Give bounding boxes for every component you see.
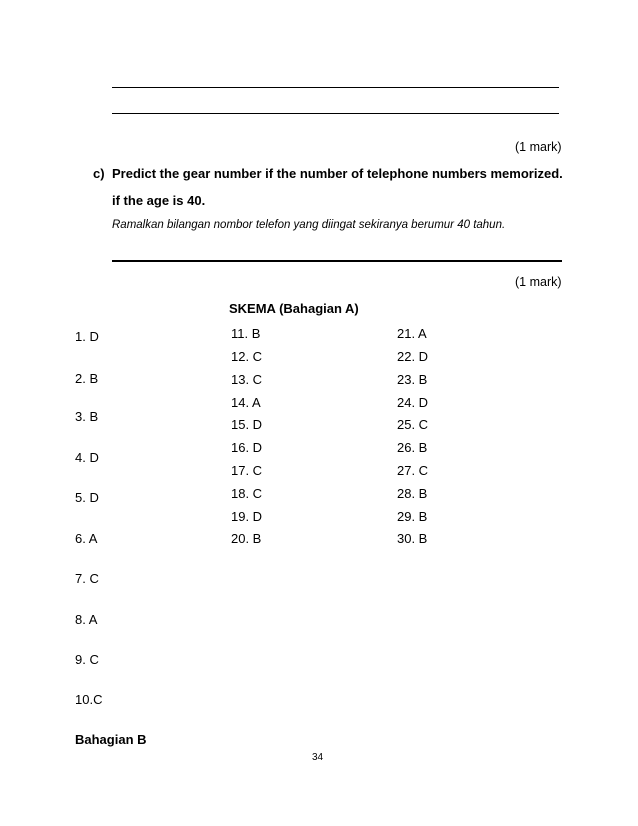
answer-13: 13. C — [231, 372, 263, 387]
answer-9: 9. C — [75, 652, 99, 667]
answer-18: 18. C — [231, 486, 263, 501]
skema-title: SKEMA (Bahagian A) — [229, 301, 359, 316]
answer-16: 16. D — [231, 440, 263, 455]
answer-28: 28. B — [397, 486, 428, 501]
answer-27: 27. C — [397, 463, 429, 478]
question-c-line2: if the age is 40. — [112, 193, 206, 208]
answer-23: 23. B — [397, 372, 428, 387]
answer-6: 6. A — [75, 531, 98, 546]
answer-5: 5. D — [75, 490, 99, 505]
section-b-heading: Bahagian B — [75, 732, 147, 747]
mark-label-1: (1 mark) — [515, 140, 562, 154]
answer-line-3 — [112, 260, 562, 262]
answer-21: 21. A — [397, 326, 427, 341]
answer-12: 12. C — [231, 349, 263, 364]
answer-14: 14. A — [231, 395, 261, 410]
answer-22: 22. D — [397, 349, 429, 364]
question-c-malay: Ramalkan bilangan nombor telefon yang diingat sekiranya berumur 40 tahun. — [112, 219, 506, 231]
answer-24: 24. D — [397, 395, 429, 410]
answer-19: 19. D — [231, 509, 263, 524]
answer-4: 4. D — [75, 450, 99, 465]
answer-30: 30. B — [397, 531, 428, 546]
answer-17: 17. C — [231, 463, 263, 478]
answer-8: 8. A — [75, 612, 98, 627]
answer-11: 11. B — [231, 326, 261, 341]
page-number: 34 — [312, 752, 324, 763]
answer-line-2 — [112, 113, 559, 114]
answer-2: 2. B — [75, 371, 99, 386]
answer-26: 26. B — [397, 440, 428, 455]
mark-label-2: (1 mark) — [515, 275, 562, 289]
answer-20: 20. B — [231, 531, 262, 546]
answer-1: 1. D — [75, 329, 99, 344]
answer-7: 7. C — [75, 571, 99, 586]
answer-line-1 — [112, 87, 559, 88]
answer-10: 10.C — [75, 692, 103, 707]
answer-15: 15. D — [231, 417, 263, 432]
question-c-line1: Predict the gear number if the number of telephone numbers memorized. — [112, 166, 563, 181]
answer-3: 3. B — [75, 409, 99, 424]
answer-29: 29. B — [397, 509, 428, 524]
answer-25: 25. C — [397, 417, 429, 432]
question-c-label: c) — [93, 166, 105, 181]
